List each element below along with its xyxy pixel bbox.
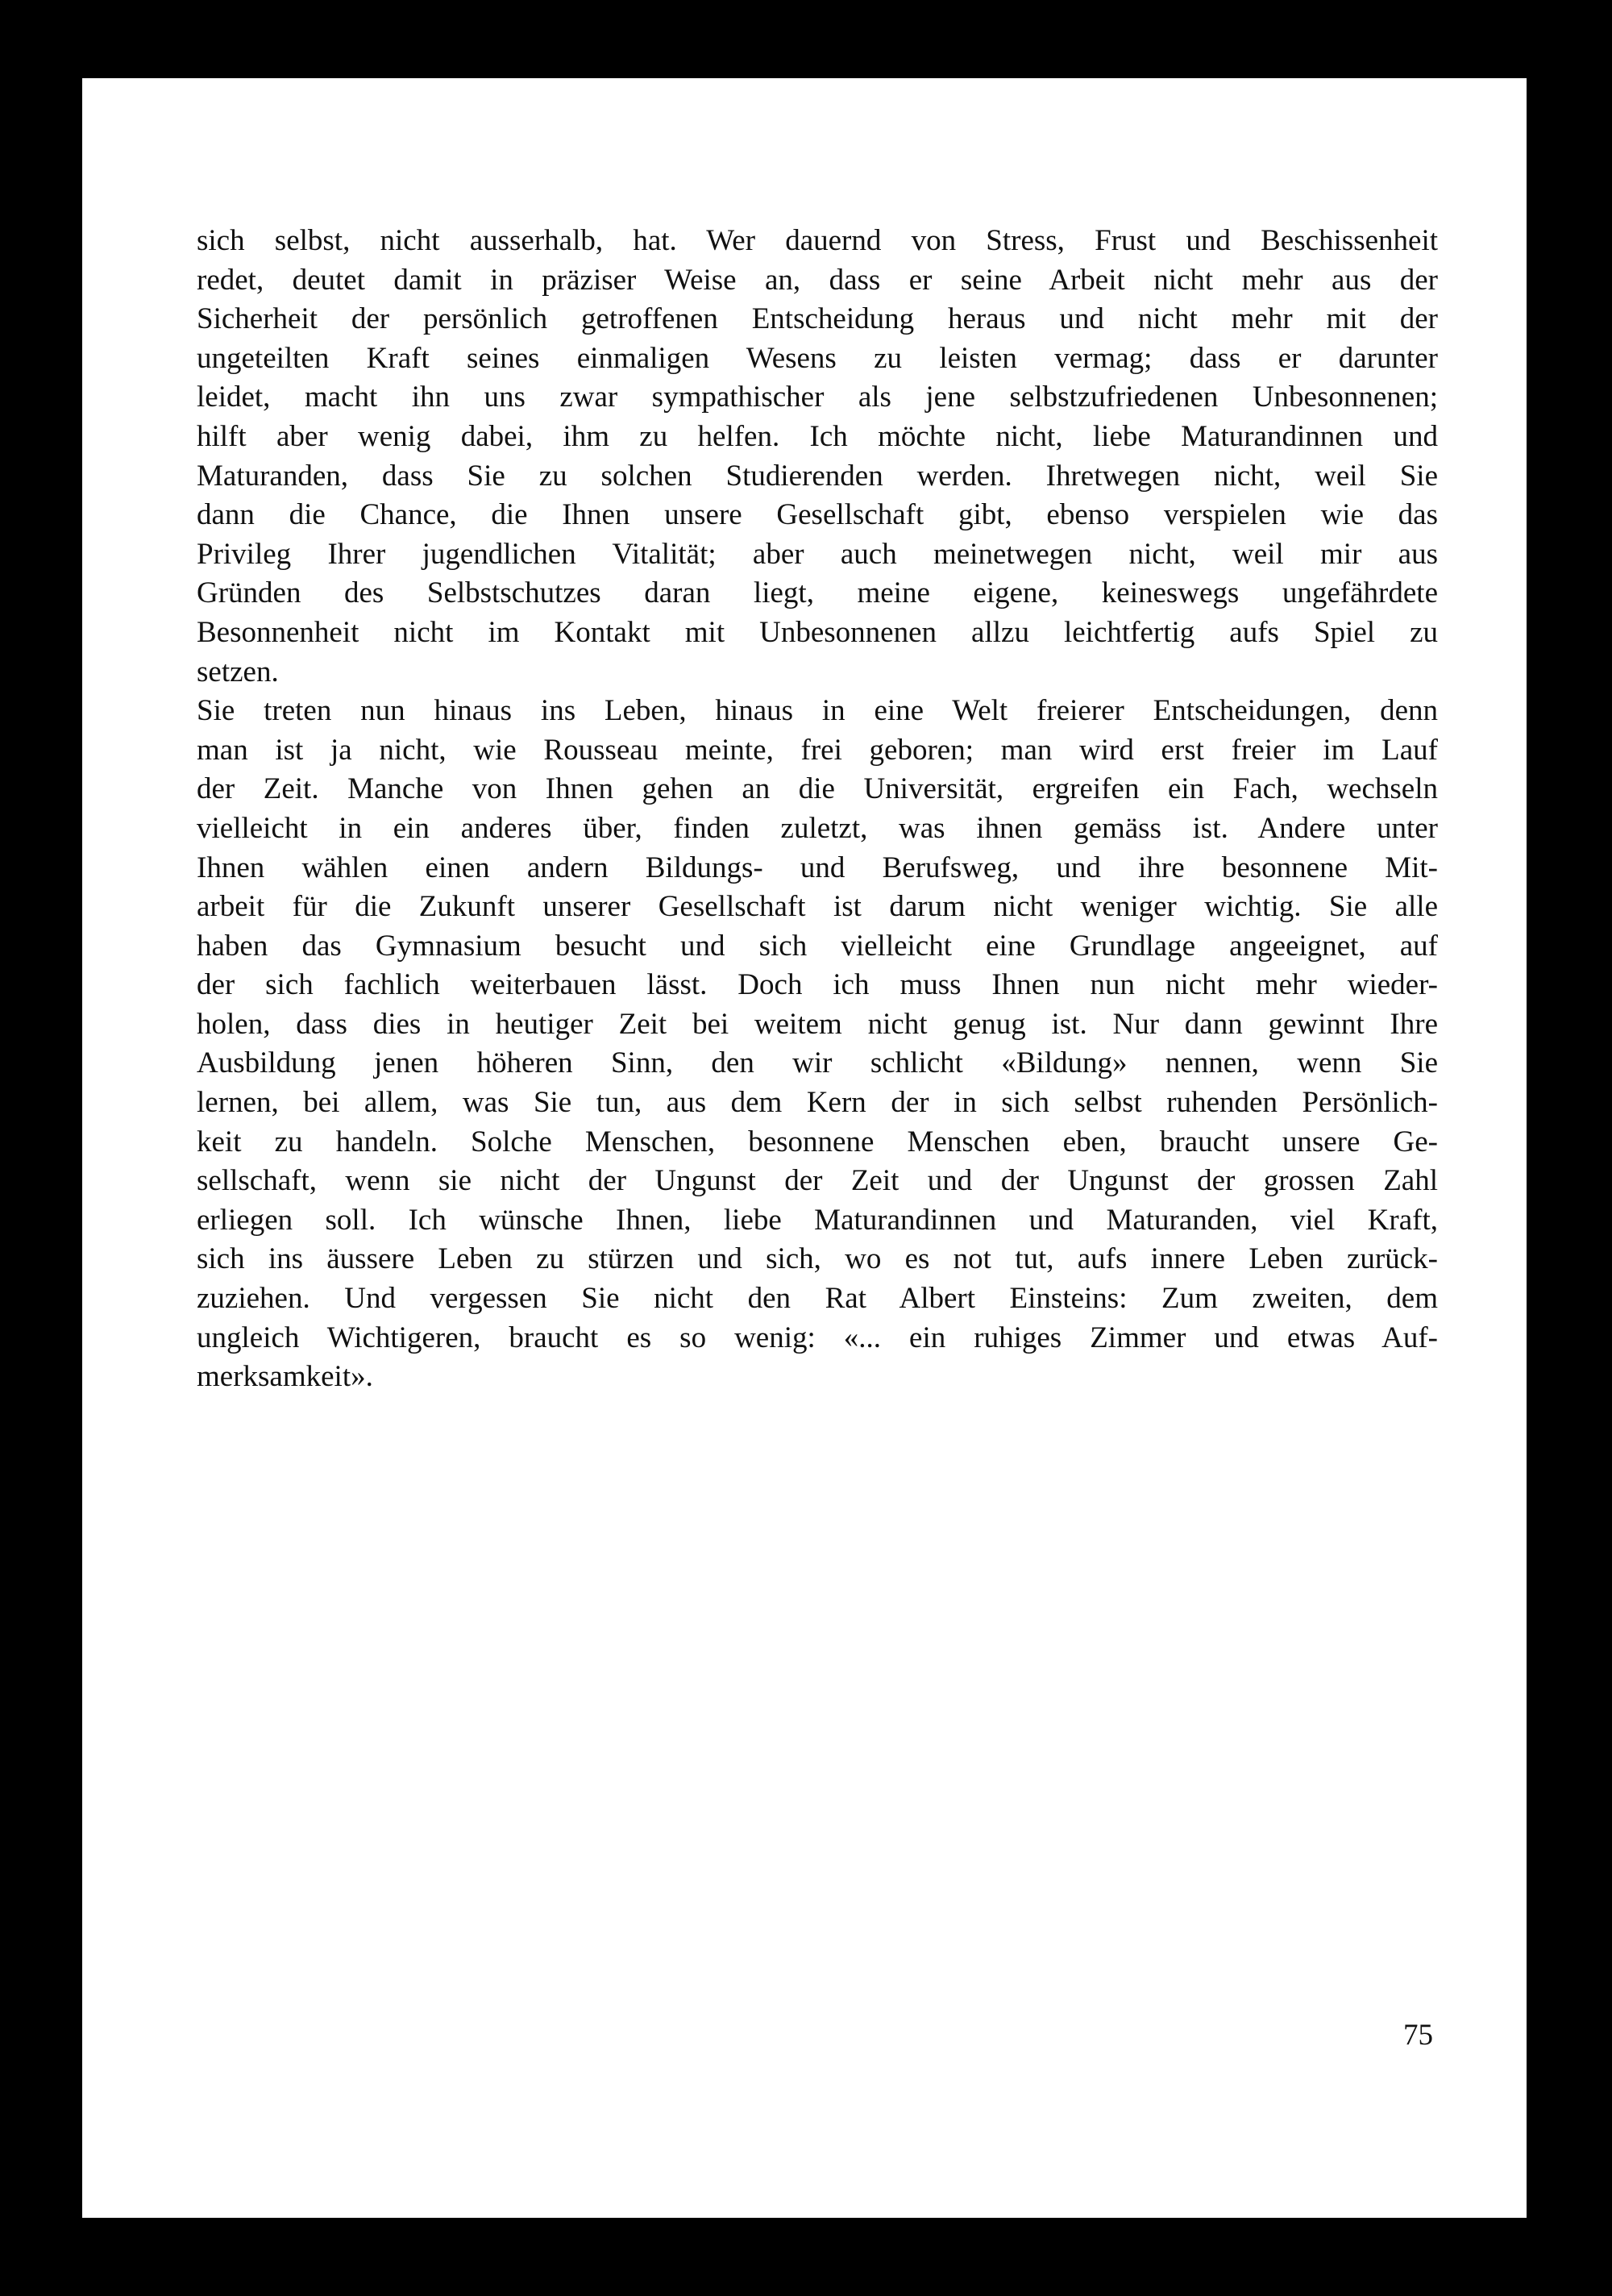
text-line: leidet, macht ihn uns zwar sympathischer als jene selbstzufriedenen Unbesonnenen; [197, 381, 1438, 414]
document-page [82, 78, 1527, 2218]
text-line: haben das Gymnasium besucht und sich vielleicht eine Grundlage angeeignet, auf [197, 929, 1438, 963]
text-line: keit zu handeln. Solche Menschen, besonnene Menschen eben, braucht unsere Ge- [197, 1125, 1438, 1158]
text-line: ungleich Wichtigeren, braucht es so wenig: «... ein ruhiges Zimmer und etwas Auf- [197, 1321, 1438, 1354]
text-line: Maturanden, dass Sie zu solchen Studierenden werden. Ihretwegen nicht, weil Sie [197, 459, 1438, 493]
text-line: Privileg Ihrer jugendlichen Vitalität; aber auch meinetwegen nicht, weil mir aus [197, 537, 1438, 571]
text-line: Ausbildung jenen höheren Sinn, den wir schlicht «Bildung» nennen, wenn Sie [197, 1046, 1438, 1080]
text-line: vielleicht in ein anderes über, finden zuletzt, was ihnen gemäss ist. Andere unter [197, 811, 1438, 845]
page-number: 75 [1403, 2019, 1433, 2052]
text-line: hilft aber wenig dabei, ihm zu helfen. Ich möchte nicht, liebe Maturandinnen und [197, 419, 1438, 453]
text-line: Ihnen wählen einen andern Bildungs- und Berufsweg, und ihre besonnene Mit- [197, 851, 1438, 884]
text-line: setzen. [197, 655, 279, 688]
text-line: ungeteilten Kraft seines einmaligen Wesens zu leisten vermag; dass er darunter [197, 341, 1438, 375]
text-line: dann die Chance, die Ihnen unsere Gesellschaft gibt, ebenso verspielen wie das [197, 498, 1438, 532]
text-line: Gründen des Selbstschutzes daran liegt, meine eigene, keineswegs ungefährdete [197, 576, 1438, 610]
text-line: der Zeit. Manche von Ihnen gehen an die Universität, ergreifen ein Fach, wechseln [197, 772, 1438, 806]
text-line: man ist ja nicht, wie Rousseau meinte, frei geboren; man wird erst freier im Lauf [197, 733, 1438, 767]
text-line: Besonnenheit nicht im Kontakt mit Unbesonnenen allzu leichtfertig aufs Spiel zu [197, 615, 1438, 649]
body-text [197, 222, 1438, 1397]
text-line: erliegen soll. Ich wünsche Ihnen, liebe Maturandinnen und Maturanden, viel Kraft, [197, 1203, 1438, 1237]
text-line: zuziehen. Und vergessen Sie nicht den Rat Albert Einsteins: Zum zweiten, dem [197, 1282, 1438, 1316]
text-line: Sicherheit der persönlich getroffenen Entscheidung heraus und nicht mehr mit der [197, 302, 1438, 336]
text-line: redet, deutet damit in präziser Weise an, dass er seine Arbeit nicht mehr aus der [197, 263, 1438, 297]
text-line: arbeit für die Zukunft unserer Gesellschaft ist darum nicht weniger wichtig. Sie alle [197, 890, 1438, 924]
text-line: Sie treten nun hinaus ins Leben, hinaus in eine Welt freierer Entscheidungen, denn [197, 694, 1438, 728]
text-line: der sich fachlich weiterbauen lässt. Doch ich muss Ihnen nun nicht mehr wieder- [197, 968, 1438, 1002]
text-line: sich selbst, nicht ausserhalb, hat. Wer dauernd von Stress, Frust und Beschissenheit [197, 224, 1438, 257]
text-line: lernen, bei allem, was Sie tun, aus dem Kern der in sich selbst ruhenden Persönlich- [197, 1086, 1438, 1120]
text-line: merksamkeit». [197, 1360, 373, 1394]
text-line: sich ins äussere Leben zu stürzen und sich, wo es not tut, aufs innere Leben zurück- [197, 1242, 1438, 1276]
text-line: holen, dass dies in heutiger Zeit bei weitem nicht genug ist. Nur dann gewinnt Ihre [197, 1007, 1438, 1041]
text-line: sellschaft, wenn sie nicht der Ungunst der Zeit und der Ungunst der grossen Zahl [197, 1164, 1438, 1198]
